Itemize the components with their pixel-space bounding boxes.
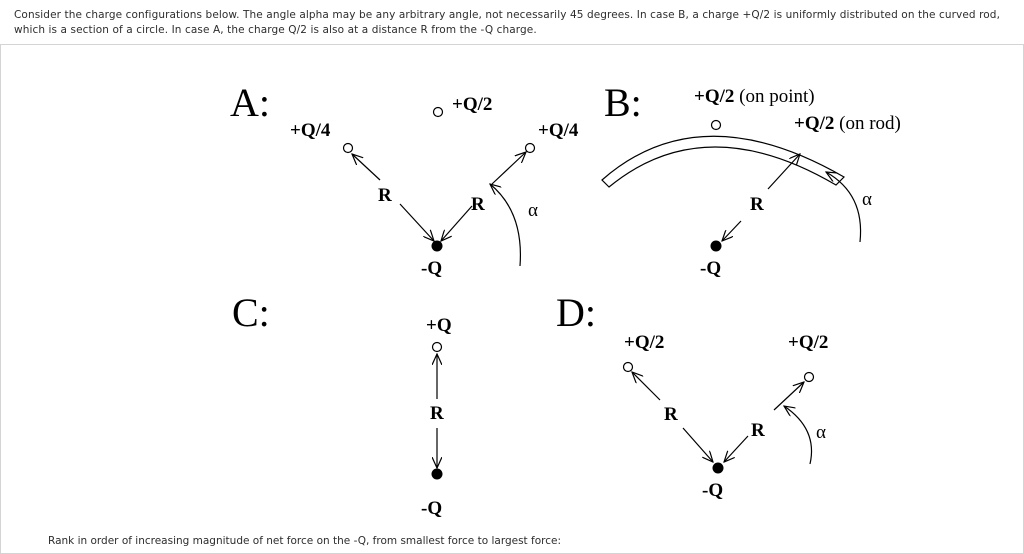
case-c-charge-top-label: +Q — [426, 315, 452, 336]
case-b — [602, 80, 901, 279]
case-a-negative-label: -Q — [421, 258, 443, 279]
case-a-title: A: — [230, 80, 270, 125]
case-b-negative-charge — [711, 241, 722, 252]
case-d-arrow-left-up — [632, 372, 660, 400]
case-a — [230, 80, 579, 279]
case-b-title: B: — [604, 80, 642, 125]
case-d-charge-right-label: +Q/2 — [788, 332, 829, 353]
case-c-negative-charge — [432, 469, 443, 480]
case-c-negative-label: -Q — [421, 498, 443, 519]
case-d — [556, 290, 828, 501]
case-c — [232, 290, 452, 519]
case-d-r-right: R — [751, 420, 765, 441]
case-b-r: R — [750, 194, 764, 215]
case-a-angle-label: α — [528, 200, 538, 221]
case-a-negative-charge — [432, 241, 443, 252]
case-d-angle-label: α — [816, 422, 826, 443]
case-d-positive-charge-right — [805, 373, 814, 382]
case-a-r-right: R — [471, 194, 485, 215]
case-b-positive-charge-point — [712, 121, 721, 130]
case-d-angle-arc — [784, 406, 812, 464]
case-b-charge-rod-label: +Q/2 (on rod) — [794, 113, 901, 134]
case-d-charge-left-label: +Q/2 — [624, 332, 665, 353]
case-a-arrow-left-down — [400, 204, 434, 241]
case-c-title: C: — [232, 290, 270, 335]
case-a-charge-right-label: +Q/4 — [538, 120, 579, 141]
case-a-arrow-left-up — [352, 154, 380, 180]
case-a-positive-charge-left — [344, 144, 353, 153]
case-b-angle-label: α — [862, 189, 872, 210]
case-b-curved-rod — [602, 136, 844, 187]
case-b-charge-point-label: +Q/2 (on point) — [694, 86, 815, 107]
case-d-arrow-right-up — [774, 382, 804, 410]
case-c-r: R — [430, 403, 444, 424]
case-a-charge-left-label: +Q/4 — [290, 120, 331, 141]
question-text: Consider the charge configurations below. The angle alpha may be any arbitrary angle, not necessarily 45 degrees. In case B, a charge +Q/2 is uniformly distributed on the curved rod, which is a section of a circle. In case A, the charge Q/2 is also at a distance R from the -Q charge. — [14, 9, 1001, 36]
case-d-positive-charge-left — [624, 363, 633, 372]
case-d-negative-label: -Q — [702, 480, 724, 501]
case-b-negative-label: -Q — [700, 258, 722, 279]
rank-instruction: Rank in order of increasing magnitude of net force on the -Q, from smallest force to largest force: — [48, 535, 561, 547]
case-a-positive-charge-right — [526, 144, 535, 153]
case-b-arrow-down — [722, 221, 741, 241]
case-a-charge-top-label: +Q/2 — [452, 94, 493, 115]
case-d-negative-charge — [713, 463, 724, 474]
question-header — [0, 0, 1024, 44]
case-d-arrow-left-down — [683, 428, 713, 462]
case-a-r-left: R — [378, 185, 392, 206]
charge-configurations-diagram — [0, 44, 1024, 554]
case-a-arrow-right-up — [492, 152, 526, 184]
case-c-positive-charge — [433, 343, 442, 352]
case-d-arrow-right-down — [724, 436, 748, 462]
case-d-title: D: — [556, 290, 596, 335]
case-a-angle-arc — [490, 184, 520, 266]
case-d-r-left: R — [664, 404, 678, 425]
case-a-arrow-right-down — [441, 206, 472, 241]
case-a-positive-charge-top — [434, 108, 443, 117]
